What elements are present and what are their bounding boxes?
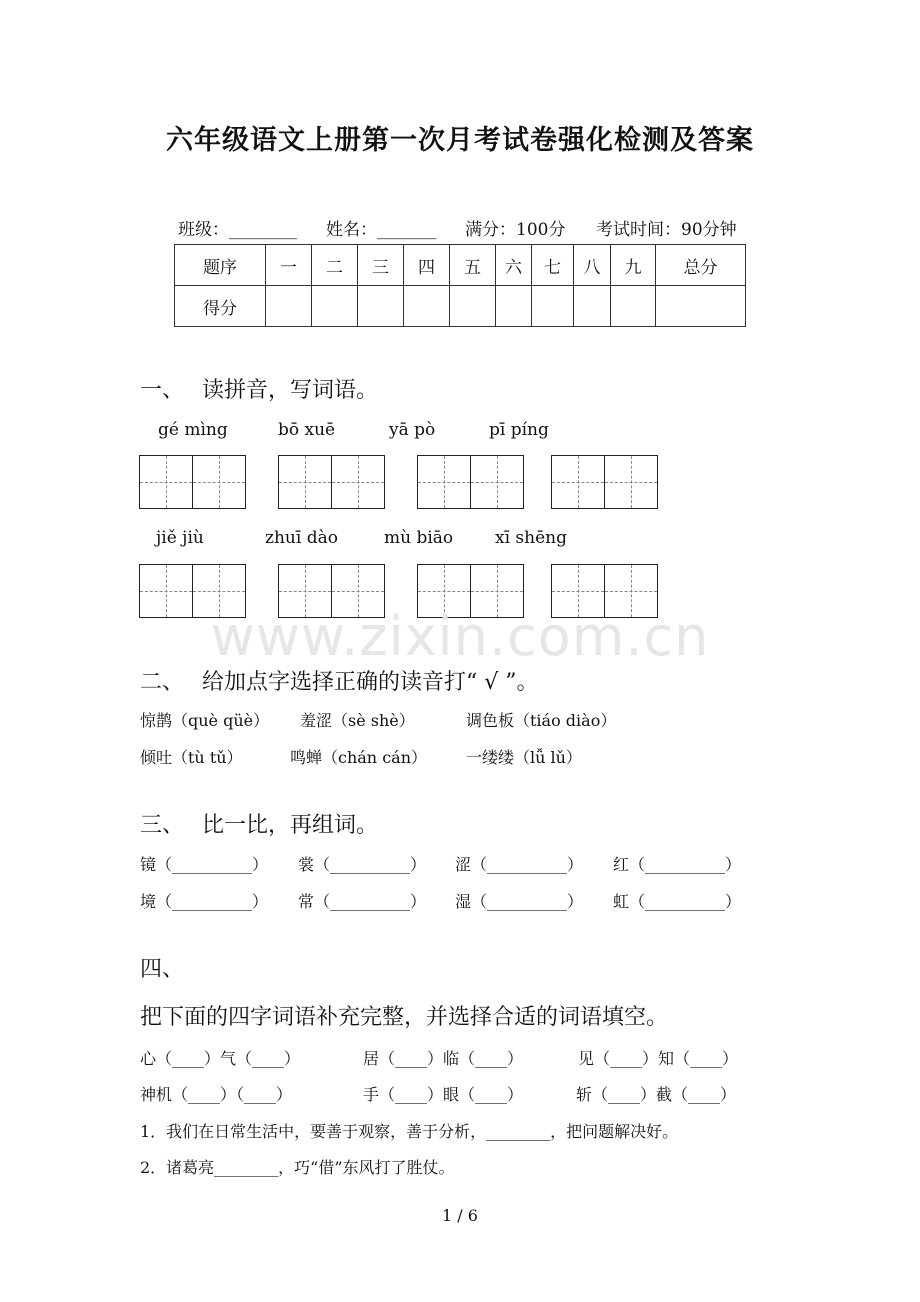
score-header-cell: 总分 [656,245,746,286]
reading-item: 惊鹊（què qüè） [140,711,270,730]
pinyin-label: yā pò [389,420,436,440]
section-2-title: 给加点字选择正确的读音打“ √ ”。 [202,670,539,695]
page-number: 1 / 6 [442,1206,478,1225]
score-header-cell: 二 [312,245,358,286]
score-header-cell: 一 [266,245,312,286]
writing-grid[interactable] [417,455,524,509]
section-1-title: 读拼音，写词语。 [202,378,379,403]
score-cell[interactable] [532,286,574,327]
pinyin-label: jiě jiù [156,528,204,548]
score-cell[interactable] [358,286,404,327]
score-header-cell: 六 [496,245,532,286]
writing-grid[interactable] [551,455,658,509]
idiom-item: 神机（____）（____） [140,1085,293,1104]
document-title: 六年级语文上册第一次月考试卷强化检测及答案 [166,125,754,156]
score-header-cell: 题序 [175,245,266,286]
exam-time: 考试时间：90分钟 [596,220,737,240]
score-header-cell: 七 [532,245,574,286]
name-field: 姓名：_______ [326,220,437,240]
compare-item: 虹（__________） [613,892,742,911]
idiom-item: 手（____）眼（____） [363,1085,524,1104]
score-cell[interactable] [496,286,532,327]
pinyin-label: zhuī dào [265,528,338,548]
score-header-cell: 五 [450,245,496,286]
section-2-number: 二、 [140,670,185,695]
pinyin-label: pī píng [489,420,549,440]
reading-item: 鸣蝉（chán cán） [290,748,428,767]
writing-grid[interactable] [278,455,385,509]
reading-item: 羞涩（sè shè） [300,711,415,730]
reading-item: 调色板（tiáo diào） [466,711,617,730]
reading-item: 倾吐（tù tǔ） [140,748,243,767]
compare-item: 红（__________） [613,855,742,874]
compare-item: 常（__________） [298,892,427,911]
score-cell[interactable] [450,286,496,327]
score-cell[interactable] [312,286,358,327]
section-3-number: 三、 [140,813,185,838]
score-cell[interactable] [611,286,656,327]
pinyin-label: mù biāo [384,528,454,548]
pinyin-label: gé mìng [158,420,228,440]
compare-item: 裳（__________） [298,855,427,874]
score-row-label: 得分 [175,286,266,327]
pinyin-label: xī shēng [495,528,567,548]
section-3-title: 比一比，再组词。 [202,813,379,838]
section-4-number: 四、 [140,957,185,982]
score-header-cell: 八 [574,245,611,286]
question-2: 2．诸葛亮________，巧“借”东风打了胜仗。 [140,1158,455,1177]
score-cell[interactable] [574,286,611,327]
full-score: 满分：100分 [465,220,566,240]
score-header-cell: 九 [611,245,656,286]
compare-item: 涩（__________） [455,855,584,874]
class-field: 班级：________ [178,220,297,240]
section-1-number: 一、 [140,378,185,403]
pinyin-label: bō xuē [278,420,336,440]
score-table [174,244,746,327]
writing-grid[interactable] [139,455,246,509]
score-header-cell: 四 [404,245,450,286]
score-table-header-row [175,245,746,286]
question-1: 1．我们在日常生活中，要善于观察，善于分析，________，把问题解决好。 [140,1122,679,1141]
score-cell[interactable] [404,286,450,327]
watermark: www.zixin.com.cn [210,605,710,668]
reading-item: 一缕缕（lǚ lǔ） [466,748,582,767]
score-header-cell: 三 [358,245,404,286]
idiom-item: 见（____）知（____） [578,1049,739,1068]
compare-item: 湿（__________） [455,892,584,911]
compare-item: 镜（__________） [140,855,269,874]
idiom-item: 居（____）临（____） [363,1049,524,1068]
score-cell[interactable] [656,286,746,327]
score-cell[interactable] [266,286,312,327]
score-table-score-row [175,286,746,327]
section-4-title: 把下面的四字词语补充完整，并选择合适的词语填空。 [140,1005,669,1030]
compare-item: 境（__________） [140,892,269,911]
idiom-item: 心（____）气（____） [140,1049,301,1068]
idiom-item: 斩（____）截（____） [576,1085,737,1104]
